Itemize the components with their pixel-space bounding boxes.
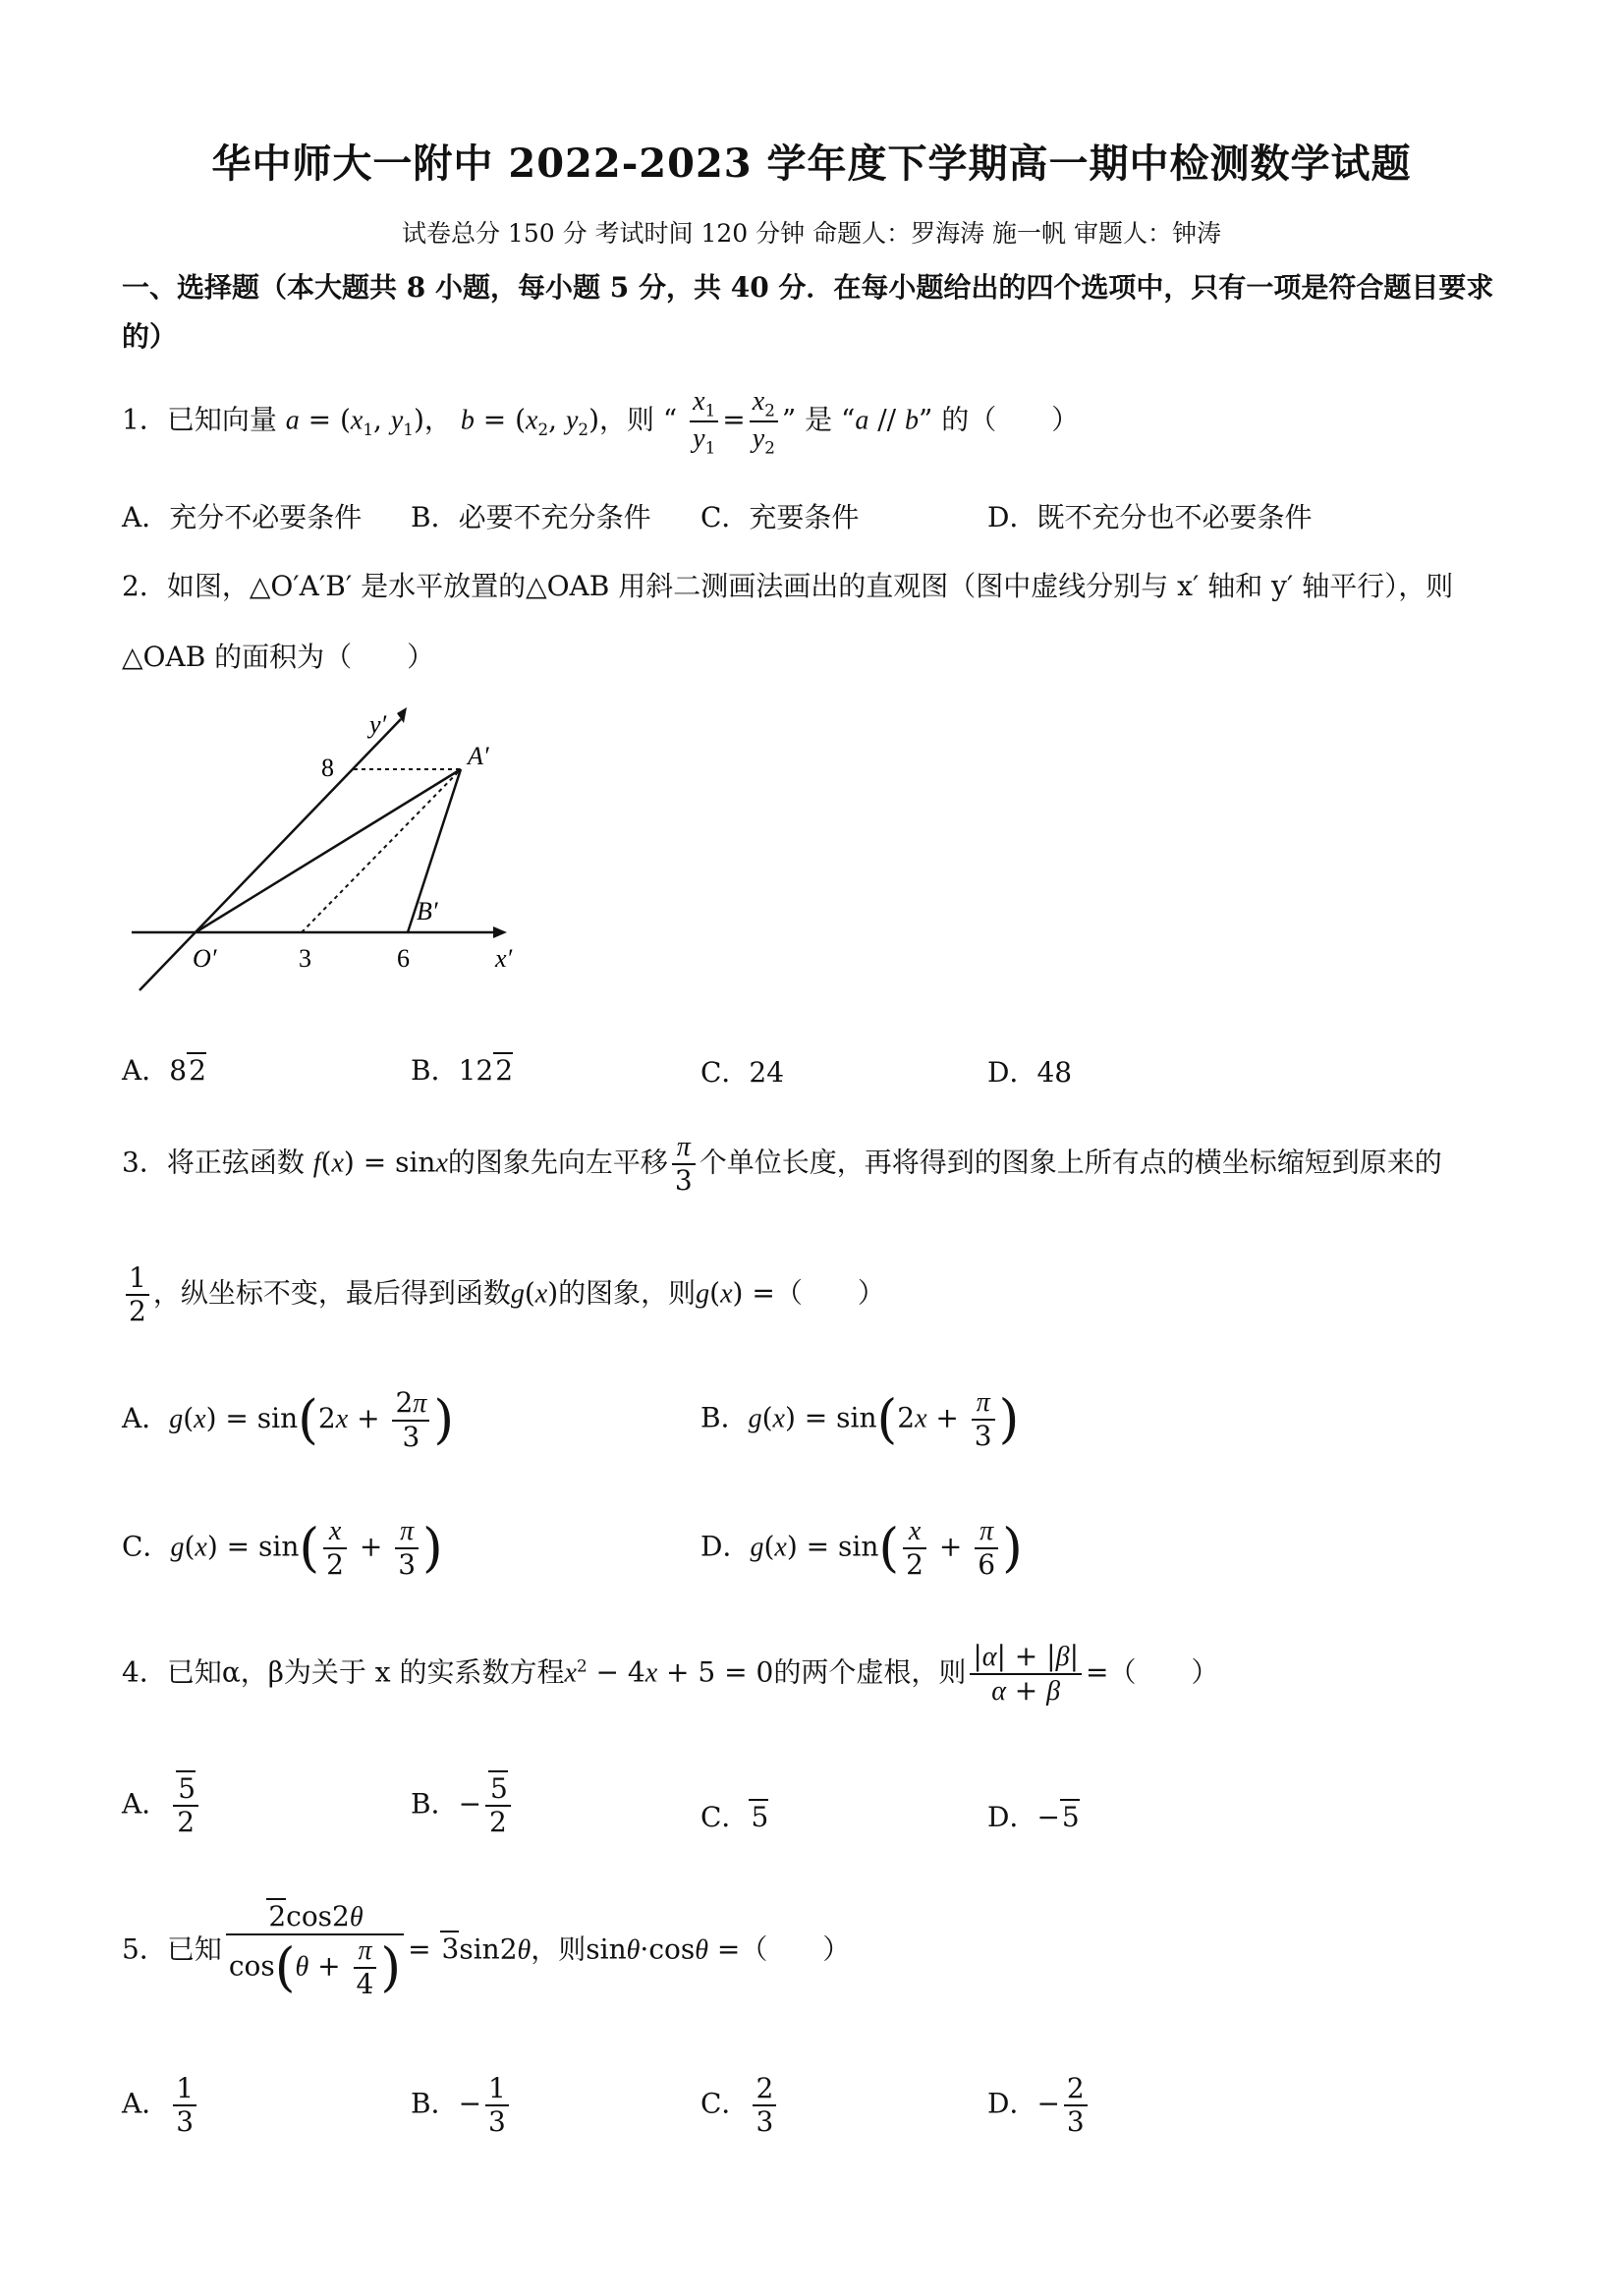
q2-option-b: B．122 [411,1054,514,1087]
q1-option-b: B．必要不充分条件 [411,501,651,533]
label-y-axis: y′ [369,710,387,739]
x-axis-arrow [493,926,507,938]
q1-text: 1．已知向量 [122,403,277,436]
oblique-projection-figure [122,698,544,992]
question-2-line2: △OAB 的面积为（ ） [122,641,435,673]
q5-option-c: C． $\frac{2}{3}$ [700,2073,780,2138]
page-title: 华中师大一附中 2022-2023 学年度下学期高一期中检测数学试题 [211,140,1412,187]
tick-3: 3 [299,944,311,973]
q4-option-a: A． $\frac{5}{2}$ [122,1773,202,1838]
exam-info: 试卷总分 150 分 考试时间 120 分钟 命题人：罗海涛 施一帆 审题人：钟涛 [401,219,1221,248]
question-4: 4．已知α，β为关于 x 的实系数方程$x^2 - 4x + 5 = 0$的两个虚根，则 $\frac{|\alpha| + |\beta|}{\alpha + \beta}$ =（ ） [122,1640,1219,1708]
q3-option-c: C．g(x) = sin( $\frac{x}{2}$ + $\frac{\pi}{3}$ ) [122,1516,443,1582]
q4-option-d: D．−5 [987,1801,1080,1833]
q3-option-b: B．g(x) = sin(2x + $\frac{\pi}{3}$ ) [700,1387,1020,1453]
label-b: B′ [417,897,438,925]
tick-8: 8 [321,754,334,782]
section-heading: 一、选择题（本大题共 8 小题，每小题 5 分，共 40 分．在每小题给出的四个选项中，只有一项是符合题目要求的） [122,271,1494,353]
q2-option-a: A．82 [122,1054,206,1087]
q1-option-a: A．充分不必要条件 [122,501,363,533]
q3-option-d: D．g(x) = sin( $\frac{x}{2}$ + $\frac{\pi}{6}$ ) [700,1516,1023,1582]
question-3: 3．将正弦函数 f(x) = sinx的图象先向左平移 $\frac{\pi}{3}$ 个单位长度，再将得到的图象上所有点的横坐标缩短到原来的 [122,1132,1442,1198]
q1-option-c: C．充要条件 [700,501,860,533]
label-o: O′ [193,944,217,973]
label-x-axis: x′ [495,944,513,973]
question-2: 2．如图，△O′A′B′ 是水平放置的△OAB 用斜二测画法画出的直观图（图中虚线分别与 x′ 轴和 y′ 轴平行），则 [122,570,1454,602]
y-axis [140,719,401,990]
question-1: 1．已知向量 $a = (x_1$, $y_1$)， $b = (x_2$, $y_2$)，则 “ $\frac{x_1}{y_1}$ = $\frac{x_2}{y_2}$ ” 是 “a // b” 的（ ） [122,386,1080,458]
q1-option-d: D．既不充分也不必要条件 [987,501,1313,533]
q5-option-b: B．− $\frac{1}{3}$ [411,2073,513,2138]
q4-option-b: B．− $\frac{5}{2}$ [411,1773,515,1838]
question-3-line2: $\frac{1}{2}$ ，纵坐标不变，最后得到函数g(x)的图象，则g(x) =（ ） [122,1262,885,1327]
q2-option-c: C．24 [700,1056,785,1089]
label-a: A′ [468,742,489,770]
q2-option-d: D．48 [987,1056,1073,1089]
q5-option-d: D．− $\frac{2}{3}$ [987,2073,1091,2138]
question-5: 5．已知 2cos2θ cos(θ + $\frac{\pi}{4}$ ) = 3sin2θ，则sinθ·cosθ =（ ） [122,1900,851,2001]
q5-option-a: A． $\frac{1}{3}$ [122,2073,200,2138]
q3-option-a: A．g(x) = sin(2x + $\frac{2\pi}{3}$ ) [122,1386,455,1454]
tick-6: 6 [397,944,410,973]
q4-option-c: C．5 [700,1801,769,1833]
